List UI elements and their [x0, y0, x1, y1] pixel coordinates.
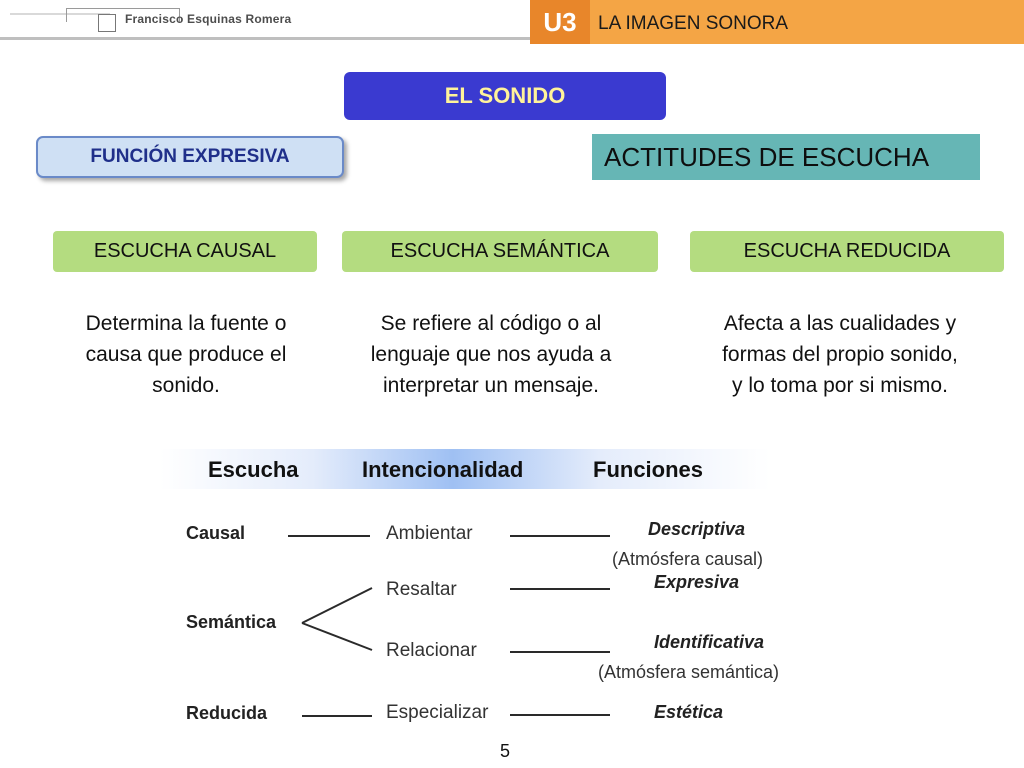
escucha-reducida-label: ESCUCHA REDUCIDA — [690, 231, 1004, 272]
escucha-semantica: Semántica — [186, 612, 277, 632]
page-number: 5 — [500, 741, 511, 761]
branch-connector — [300, 584, 376, 654]
desc-line: interpretar un mensaje. — [383, 374, 599, 397]
intencionalidad-relacionar: Relacionar — [386, 640, 477, 661]
actitudes-title: ACTITUDES DE ESCUCHA — [592, 134, 980, 180]
col-header-intencionalidad: Intencionalidad — [362, 457, 524, 482]
parenthetical-semantica: (Atmósfera semántica) — [598, 662, 780, 682]
intencionalidad-resaltar: Resaltar — [386, 579, 457, 600]
intencionalidad-especializar: Especializar — [386, 702, 489, 723]
desc-line: Afecta a las cualidades y — [723, 312, 957, 335]
unit-title: LA IMAGEN SONORA — [598, 13, 789, 34]
connector-line — [288, 535, 370, 537]
funcion-identificativa: Identificativa — [654, 632, 765, 652]
desc-line: lenguaje que nos ayuda a — [370, 343, 612, 366]
col-header-escucha: Escucha — [208, 457, 299, 482]
escucha-causal: Causal — [186, 523, 246, 543]
escucha-causal-label: ESCUCHA CAUSAL — [53, 231, 317, 272]
connector-line — [510, 535, 610, 537]
escucha-semantica-desc — [336, 308, 646, 401]
funcion-expresiva: Expresiva — [654, 572, 740, 592]
desc-line: formas del propio sonido, — [722, 343, 958, 366]
desc-line: Se refiere al código o al — [380, 312, 602, 335]
connector-line — [510, 588, 610, 590]
header-rule — [0, 37, 530, 40]
col-header-funciones: Funciones — [593, 457, 704, 482]
connector-line — [510, 714, 610, 716]
funcion-estetica: Estética — [654, 702, 724, 722]
author-name: Francisco Esquinas Romera — [125, 12, 292, 26]
desc-line: causa que produce el — [85, 343, 287, 366]
escucha-causal-desc — [48, 308, 324, 401]
connector-line — [510, 651, 610, 653]
slide-title: EL SONIDO — [344, 72, 666, 120]
parenthetical-causal: (Atmósfera causal) — [612, 549, 764, 569]
escucha-reducida-desc — [682, 308, 998, 401]
desc-line: Determina la fuente o — [85, 312, 287, 335]
logo-icon — [98, 14, 116, 32]
desc-line: y lo toma por si mismo. — [732, 374, 948, 397]
desc-line: sonido. — [152, 374, 220, 397]
connector-line — [302, 715, 372, 717]
escucha-semantica-label: ESCUCHA SEMÁNTICA — [342, 231, 658, 272]
unit-badge: U3 — [530, 0, 590, 44]
funcion-expresiva-box: FUNCIÓN EXPRESIVA — [36, 136, 344, 178]
funcion-descriptiva: Descriptiva — [648, 519, 746, 539]
intencionalidad-ambientar: Ambientar — [386, 523, 473, 544]
escucha-reducida: Reducida — [186, 703, 268, 723]
